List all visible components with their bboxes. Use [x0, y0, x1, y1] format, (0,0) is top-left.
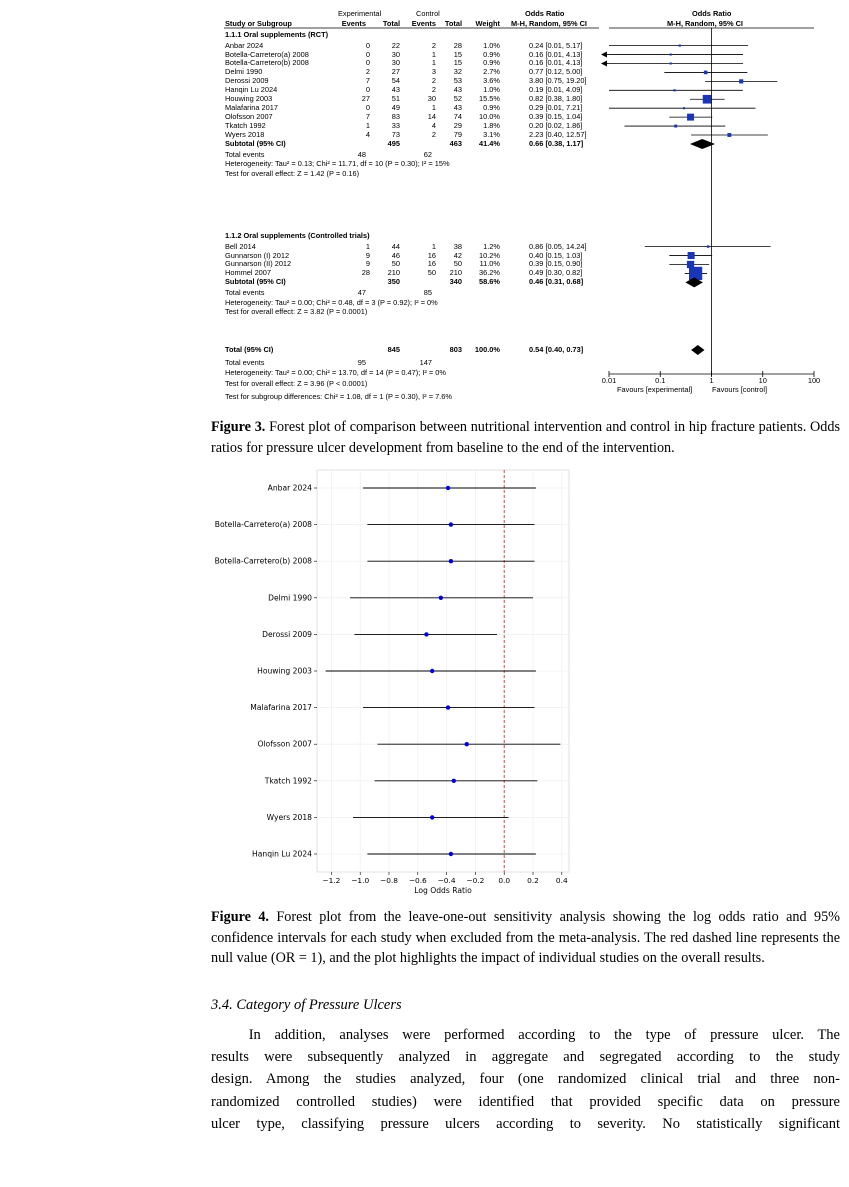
header-control: Control — [416, 9, 440, 18]
total-diamond — [691, 345, 704, 355]
paragraph-line: randomized controlled studies) were identified that provided specific data on pressure — [211, 1093, 840, 1110]
figure-4-label: Figure 4. — [211, 909, 269, 925]
ctrl-events: 2 — [431, 76, 436, 86]
y-tick-label: Hanqin Lu 2024 — [252, 849, 312, 859]
exp-events: 9 — [365, 259, 370, 269]
weight: 3.1% — [483, 130, 500, 139]
y-tick-label: Malafarina 2017 — [250, 703, 312, 713]
forest-plot-figure-3 — [224, 8, 839, 406]
ctrl-total: 50 — [453, 259, 462, 269]
odds-ratio-ci: 3.80 [0.75, 19.20] — [529, 76, 587, 86]
exp-events: 7 — [365, 76, 370, 86]
y-tick-label: Delmi 1990 — [268, 593, 312, 603]
exp-total: 46 — [391, 250, 400, 260]
heterogeneity: Heterogeneity: Tau² = 0.00; Chi² = 13.70, df = 14 (P = 0.47); I² = 0% — [225, 368, 446, 377]
study-name: Tkatch 1992 — [225, 121, 266, 131]
heterogeneity: Heterogeneity: Tau² = 0.00; Chi² = 0.48, df = 3 (P = 0.92); I² = 0% — [225, 297, 438, 307]
figure-4-text: Forest plot from the leave-one-out sensitivity analysis showing the log odds ratio and 95% confidence intervals for each study when excluded from the meta-analysis. The red dashed line represents the null value (OR = 1), and the plot highlights the impact of individual studies on the overall results. — [211, 909, 840, 967]
exp-events: 7 — [365, 112, 370, 122]
overall-effect: Test for overall effect: Z = 3.82 (P = 0.0001) — [225, 307, 368, 317]
subtotal-ci: 0.66 [0.38, 1.17] — [529, 138, 584, 148]
study-name: Olofsson 2007 — [225, 112, 273, 122]
odds-ratio-ci: 0.82 [0.38, 1.80] — [529, 94, 583, 104]
weight: 10.0% — [479, 112, 500, 122]
subtotal-weight: 58.6% — [479, 277, 500, 287]
subgroup-title: 1.1.2 Oral supplements (Controlled trials) — [225, 231, 370, 240]
subtotal-ctrl-total: 340 — [449, 277, 462, 287]
exp-total: 44 — [391, 241, 400, 251]
weight: 36.2% — [479, 268, 500, 278]
weight: 1.2% — [483, 241, 500, 251]
header-total-control: Total — [444, 19, 462, 28]
point-estimate — [683, 107, 685, 109]
total-events-exp: 95 — [357, 358, 366, 367]
exp-total: 30 — [391, 58, 400, 68]
header-study: Study or Subgroup — [225, 19, 292, 28]
odds-ratio-ci: 2.23 [0.40, 12.57] — [529, 130, 587, 139]
point-estimate — [670, 53, 672, 55]
point-estimate — [449, 852, 453, 856]
ctrl-events: 1 — [431, 241, 436, 251]
subtotal-exp-total: 495 — [387, 138, 400, 148]
study-name: Gunnarson (I) 2012 — [225, 250, 290, 260]
x-tick-label: 1 — [709, 376, 714, 385]
study-name: Wyers 2018 — [225, 130, 265, 139]
ci-arrow — [601, 60, 607, 66]
study-name: Hanqin Lu 2024 — [225, 85, 278, 95]
odds-ratio-ci: 0.29 [0.01, 7.21] — [529, 103, 583, 113]
total-weight: 100.0% — [474, 345, 500, 354]
exp-total: 73 — [391, 130, 400, 139]
weight: 11.0% — [479, 259, 500, 269]
subtotal-label: Subtotal (95% CI) — [225, 138, 286, 148]
point-estimate — [446, 705, 450, 709]
ctrl-total: 29 — [453, 121, 462, 131]
header-method: M-H, Random, 95% CI — [511, 19, 587, 28]
y-tick-label: Derossi 2009 — [262, 629, 312, 639]
point-estimate — [465, 742, 469, 746]
exp-events: 0 — [365, 58, 370, 68]
point-estimate — [446, 486, 450, 490]
x-tick-label: −1.2 — [322, 876, 341, 885]
x-tick-label: −0.6 — [408, 876, 427, 885]
point-estimate — [439, 596, 443, 600]
ctrl-total: 28 — [453, 40, 462, 50]
exp-events: 1 — [365, 241, 370, 251]
x-tick-label: −0.4 — [437, 876, 456, 885]
sensitivity-plot-svg — [211, 466, 571, 896]
exp-total: 30 — [391, 49, 400, 59]
point-estimate — [679, 45, 681, 47]
odds-ratio-ci: 0.39 [0.15, 1.04] — [529, 112, 583, 122]
x-tick-label: 0.1 — [655, 376, 666, 385]
exp-events: 0 — [365, 40, 370, 50]
sensitivity-plot-figure-4 — [211, 466, 571, 896]
header-experimental: Experimental — [338, 9, 382, 18]
ctrl-events: 2 — [431, 85, 436, 95]
header-total: Total — [382, 19, 400, 28]
header-odds-ratio: Odds Ratio — [525, 9, 565, 18]
ctrl-total: 15 — [453, 58, 462, 68]
x-tick-label: 0.4 — [555, 876, 568, 885]
study-name: Houwing 2003 — [225, 94, 273, 104]
header-method-plot: M-H, Random, 95% CI — [667, 19, 743, 28]
subtotal-exp-total: 350 — [387, 277, 400, 287]
exp-events: 1 — [365, 121, 370, 131]
study-name: Bell 2014 — [225, 241, 256, 251]
x-tick-label: 10 — [758, 376, 767, 385]
odds-ratio-ci: 0.16 [0.01, 4.13] — [529, 58, 583, 68]
body-paragraph — [211, 1024, 840, 1135]
subtotal-label: Subtotal (95% CI) — [225, 277, 286, 287]
study-name: Botella-Carretero(b) 2008 — [225, 58, 309, 68]
total-events-ctrl: 147 — [419, 358, 432, 367]
header-events: Events — [341, 19, 366, 28]
ctrl-total: 32 — [453, 67, 462, 77]
total-exp: 845 — [387, 345, 400, 354]
point-estimate — [727, 133, 731, 137]
point-estimate — [674, 125, 677, 128]
weight: 2.7% — [483, 67, 500, 77]
y-tick-label: Botella-Carretero(b) 2008 — [214, 556, 312, 566]
weight: 1.8% — [483, 121, 500, 131]
figure-3-text: Forest plot of comparison between nutritional intervention and control in hip fracture patients. Odds ratios for pressure ulcer development from baseline to the end of the intervention. — [211, 419, 841, 456]
subtotal-ci: 0.46 [0.31, 0.68] — [529, 277, 584, 287]
exp-total: 54 — [391, 76, 400, 86]
odds-ratio-ci: 0.40 [0.15, 1.03] — [529, 250, 583, 260]
paragraph-line: In addition, analyses were performed according to the type of pressure ulcer. The — [248, 1027, 840, 1043]
study-name: Malafarina 2017 — [225, 103, 279, 113]
exp-events: 0 — [365, 103, 370, 113]
point-estimate — [687, 114, 694, 121]
exp-total: 33 — [391, 121, 400, 131]
point-estimate — [673, 89, 675, 91]
exp-total: 27 — [391, 67, 400, 77]
point-estimate — [424, 632, 428, 636]
total-events-label: Total events — [225, 287, 265, 297]
ctrl-events: 14 — [427, 112, 436, 122]
subtotal-weight: 41.4% — [479, 138, 500, 148]
exp-total: 22 — [391, 40, 400, 50]
odds-ratio-ci: 0.24 [0.01, 5.17] — [529, 40, 583, 50]
x-tick-label: −1.0 — [351, 876, 370, 885]
ctrl-events: 1 — [431, 103, 436, 113]
overall-effect: Test for overall effect: Z = 1.42 (P = 0.16) — [225, 168, 360, 178]
ctrl-total: 79 — [453, 130, 462, 139]
y-tick-label: Anbar 2024 — [267, 483, 312, 493]
exp-events: 0 — [365, 85, 370, 95]
total-ctrl: 803 — [449, 345, 462, 354]
x-axis-label: Log Odds Ratio — [414, 886, 472, 895]
header-odds-ratio-plot: Odds Ratio — [692, 9, 732, 18]
ctrl-events: 50 — [427, 268, 436, 278]
exp-total: 43 — [391, 85, 400, 95]
figure-3-label: Figure 3. — [211, 419, 266, 435]
total-ci: 0.54 [0.40, 0.73] — [529, 345, 584, 354]
ctrl-total: 53 — [453, 76, 462, 86]
total-events-ctrl: 85 — [423, 287, 432, 297]
weight: 3.6% — [483, 76, 500, 86]
exp-events: 0 — [365, 49, 370, 59]
weight: 10.2% — [479, 250, 500, 260]
ctrl-total: 42 — [453, 250, 462, 260]
ctrl-events: 16 — [427, 259, 436, 269]
point-estimate — [670, 62, 672, 64]
ctrl-total: 38 — [453, 241, 462, 251]
header-events-control: Events — [411, 19, 436, 28]
x-tick-label: 100 — [807, 376, 821, 385]
weight: 0.9% — [483, 49, 500, 59]
weight: 15.5% — [479, 94, 500, 104]
ctrl-events: 3 — [431, 67, 436, 77]
total-events-label: Total events — [225, 358, 265, 367]
odds-ratio-ci: 0.49 [0.30, 0.82] — [529, 268, 583, 278]
study-name: Hommel 2007 — [225, 268, 272, 278]
total-events-label: Total events — [225, 149, 265, 159]
paragraph-line: results were subsequently analyzed in aggregate and segregated according to the study — [211, 1049, 840, 1066]
study-name: Delmi 1990 — [225, 67, 263, 77]
x-tick-label: 0.0 — [498, 876, 511, 885]
point-estimate — [707, 245, 709, 247]
ctrl-events: 2 — [431, 40, 436, 50]
figure-3-caption — [211, 417, 840, 458]
point-estimate — [449, 559, 453, 563]
subgroup-differences: Test for subgroup differences: Chi² = 1.08, df = 1 (P = 0.30), I² = 7.6% — [225, 392, 452, 401]
subgroup-title: 1.1.1 Oral supplements (RCT) — [225, 30, 329, 39]
y-tick-label: Olofsson 2007 — [257, 739, 312, 749]
study-name: Derossi 2009 — [225, 76, 269, 86]
study-name: Gunnarson (II) 2012 — [225, 259, 292, 269]
point-estimate — [689, 267, 702, 280]
ctrl-events: 1 — [431, 49, 436, 59]
paragraph-line: design. Among the studies analyzed, four (one randomized clinical trial and three non- — [211, 1071, 840, 1088]
y-tick-label: Tkatch 1992 — [264, 776, 312, 786]
odds-ratio-ci: 0.16 [0.01, 4.13] — [529, 49, 583, 59]
point-estimate — [739, 79, 743, 83]
subtotal-ctrl-total: 463 — [449, 138, 462, 148]
point-estimate — [688, 252, 695, 259]
exp-events: 28 — [361, 268, 370, 278]
odds-ratio-ci: 0.86 [0.05, 14.24] — [529, 241, 587, 251]
ctrl-events: 30 — [427, 94, 436, 104]
point-estimate — [704, 71, 708, 75]
x-tick-label: −0.8 — [380, 876, 398, 885]
point-estimate — [449, 522, 453, 526]
exp-events: 27 — [361, 94, 370, 104]
study-name: Anbar 2024 — [225, 40, 264, 50]
favours-control: Favours [control] — [712, 385, 768, 394]
ctrl-total: 210 — [449, 268, 462, 278]
point-estimate — [430, 815, 434, 819]
heterogeneity: Heterogeneity: Tau² = 0.13; Chi² = 11.71, df = 10 (P = 0.30); I² = 15% — [225, 159, 450, 169]
y-tick-label: Wyers 2018 — [266, 812, 312, 822]
exp-events: 9 — [365, 250, 370, 260]
point-estimate — [430, 669, 434, 673]
ctrl-total: 43 — [453, 85, 462, 95]
ctrl-events: 1 — [431, 58, 436, 68]
exp-total: 51 — [391, 94, 400, 104]
exp-total: 210 — [387, 268, 400, 278]
total-label: Total (95% CI) — [225, 345, 274, 354]
exp-total: 50 — [391, 259, 400, 269]
odds-ratio-ci: 0.39 [0.15, 0.90] — [529, 259, 583, 269]
favours-experimental: Favours [experimental] — [617, 385, 693, 394]
header-weight: Weight — [475, 19, 500, 28]
ctrl-total: 43 — [453, 103, 462, 113]
x-tick-label: 0.2 — [527, 876, 539, 885]
exp-total: 83 — [391, 112, 400, 122]
ctrl-total: 52 — [453, 94, 462, 104]
odds-ratio-ci: 0.20 [0.02, 1.86] — [529, 121, 583, 131]
weight: 1.0% — [483, 40, 500, 50]
overall-effect: Test for overall effect: Z = 3.96 (P < 0.0001) — [225, 379, 368, 388]
x-tick-label: −0.2 — [466, 876, 485, 885]
odds-ratio-ci: 0.19 [0.01, 4.09] — [529, 85, 583, 95]
y-tick-label: Houwing 2003 — [257, 666, 312, 676]
exp-events: 4 — [365, 130, 370, 139]
paragraph-line: ulcer type, classifying pressure ulcers according to severity. No statistically significant — [211, 1115, 840, 1132]
total-events-exp: 48 — [357, 149, 366, 159]
ctrl-total: 74 — [453, 112, 462, 122]
weight: 0.9% — [483, 103, 500, 113]
y-tick-label: Botella-Carretero(a) 2008 — [214, 520, 312, 530]
weight: 1.0% — [483, 85, 500, 95]
point-estimate — [452, 779, 456, 783]
figure-4-caption — [211, 907, 840, 969]
ctrl-total: 15 — [453, 49, 462, 59]
study-name: Botella-Carretero(a) 2008 — [225, 49, 309, 59]
section-heading: 3.4. Category of Pressure Ulcers — [211, 997, 402, 1013]
weight: 0.9% — [483, 58, 500, 68]
ctrl-events: 16 — [427, 250, 436, 260]
x-tick-label: 0.01 — [601, 376, 617, 385]
ci-arrow — [601, 52, 607, 58]
exp-events: 2 — [365, 67, 370, 77]
odds-ratio-ci: 0.77 [0.12, 5.00] — [529, 67, 583, 77]
exp-total: 49 — [391, 103, 400, 113]
total-events-exp: 47 — [357, 287, 366, 297]
point-estimate — [703, 95, 712, 104]
ctrl-events: 4 — [431, 121, 436, 131]
total-events-ctrl: 62 — [423, 149, 432, 159]
ctrl-events: 2 — [431, 130, 436, 139]
